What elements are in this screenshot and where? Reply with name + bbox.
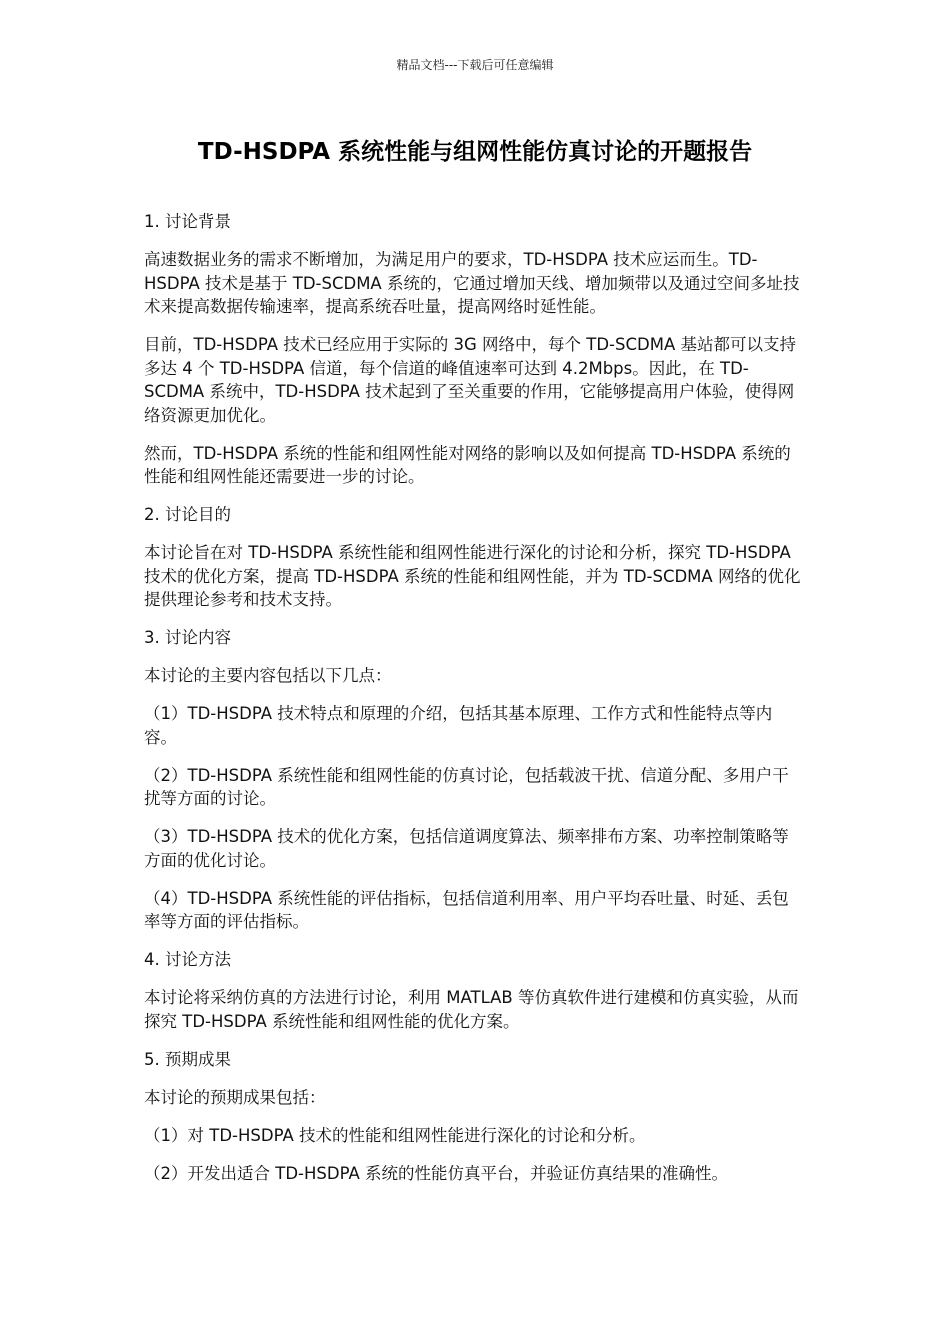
section-heading-background: 1. 讨论背景 xyxy=(144,212,231,231)
document-body xyxy=(144,210,804,1200)
list-item-content-3: （3）TD-HSDPA 技术的优化方案，包括信道调度算法、频率排布方案、功率控制策略等方面的优化讨论。 xyxy=(144,827,789,870)
list-item-content-1: （1）TD-HSDPA 技术特点和原理的介绍，包括其基本原理、工作方式和性能特点等内容。 xyxy=(144,704,773,747)
page-header: 精品文档---下载后可任意编辑 xyxy=(396,58,554,72)
section-heading-method: 4. 讨论方法 xyxy=(144,950,231,969)
paragraph-content-intro: 本讨论的主要内容包括以下几点： xyxy=(144,666,392,685)
list-item-outcome-1: （1）对 TD-HSDPA 技术的性能和组网性能进行深化的讨论和分析。 xyxy=(144,1125,646,1145)
paragraph-method: 本讨论将采纳仿真的方法进行讨论，利用 MATLAB 等仿真软件进行建模和仿真实验，从而探究 TD-HSDPA 系统性能和组网性能的优化方案。 xyxy=(144,988,799,1031)
list-item-content-4: （4）TD-HSDPA 系统性能的评估指标，包括信道利用率、用户平均吞吐量、时延、丢包率等方面的评估指标。 xyxy=(144,888,789,931)
document-title: TD-HSDPA 系统性能与组网性能仿真讨论的开题报告 xyxy=(197,139,753,165)
section-heading-content: 3. 讨论内容 xyxy=(144,628,231,647)
section-heading-purpose: 2. 讨论目的 xyxy=(144,505,231,524)
section-heading-outcomes: 5. 预期成果 xyxy=(144,1049,231,1069)
list-item-content-2: （2）TD-HSDPA 系统性能和组网性能的仿真讨论，包括载波干扰、信道分配、多用户干扰等方面的讨论。 xyxy=(144,765,789,808)
list-item-outcome-2: （2）开发出适合 TD-HSDPA 系统的性能仿真平台，并验证仿真结果的准确性。 xyxy=(144,1163,728,1183)
paragraph-background-1: 高速数据业务的需求不断增加，为满足用户的要求，TD-HSDPA 技术应运而生。TD-HSDPA 技术是基于 TD-SCDMA 系统的，它通过增加天线、增加频带以及通过空间多址技术来提高数据传输速率，提高系统吞吐量，提高网络时延性能。 xyxy=(144,250,800,316)
paragraph-outcomes-intro: 本讨论的预期成果包括： xyxy=(144,1087,326,1107)
paragraph-purpose: 本讨论旨在对 TD-HSDPA 系统性能和组网性能进行深化的讨论和分析，探究 TD-HSDPA 技术的优化方案，提高 TD-HSDPA 系统的性能和组网性能，并为 TD-SCDMA 网络的优化提供理论参考和技术支持。 xyxy=(144,543,801,609)
paragraph-background-2: 目前，TD-HSDPA 技术已经应用于实际的 3G 网络中，每个 TD-SCDMA 基站都可以支持多达 4 个 TD-HSDPA 信道，每个信道的峰值速率可达到 4.2Mbps。因此，在 TD-SCDMA 系统中，TD-HSDPA 技术起到了至关重要的作用，它能够提高用户体验，使得网络资源更加优化。 xyxy=(144,335,796,425)
paragraph-background-3: 然而，TD-HSDPA 系统的性能和组网性能对网络的影响以及如何提高 TD-HSDPA 系统的性能和组网性能还需要进一步的讨论。 xyxy=(144,443,791,486)
